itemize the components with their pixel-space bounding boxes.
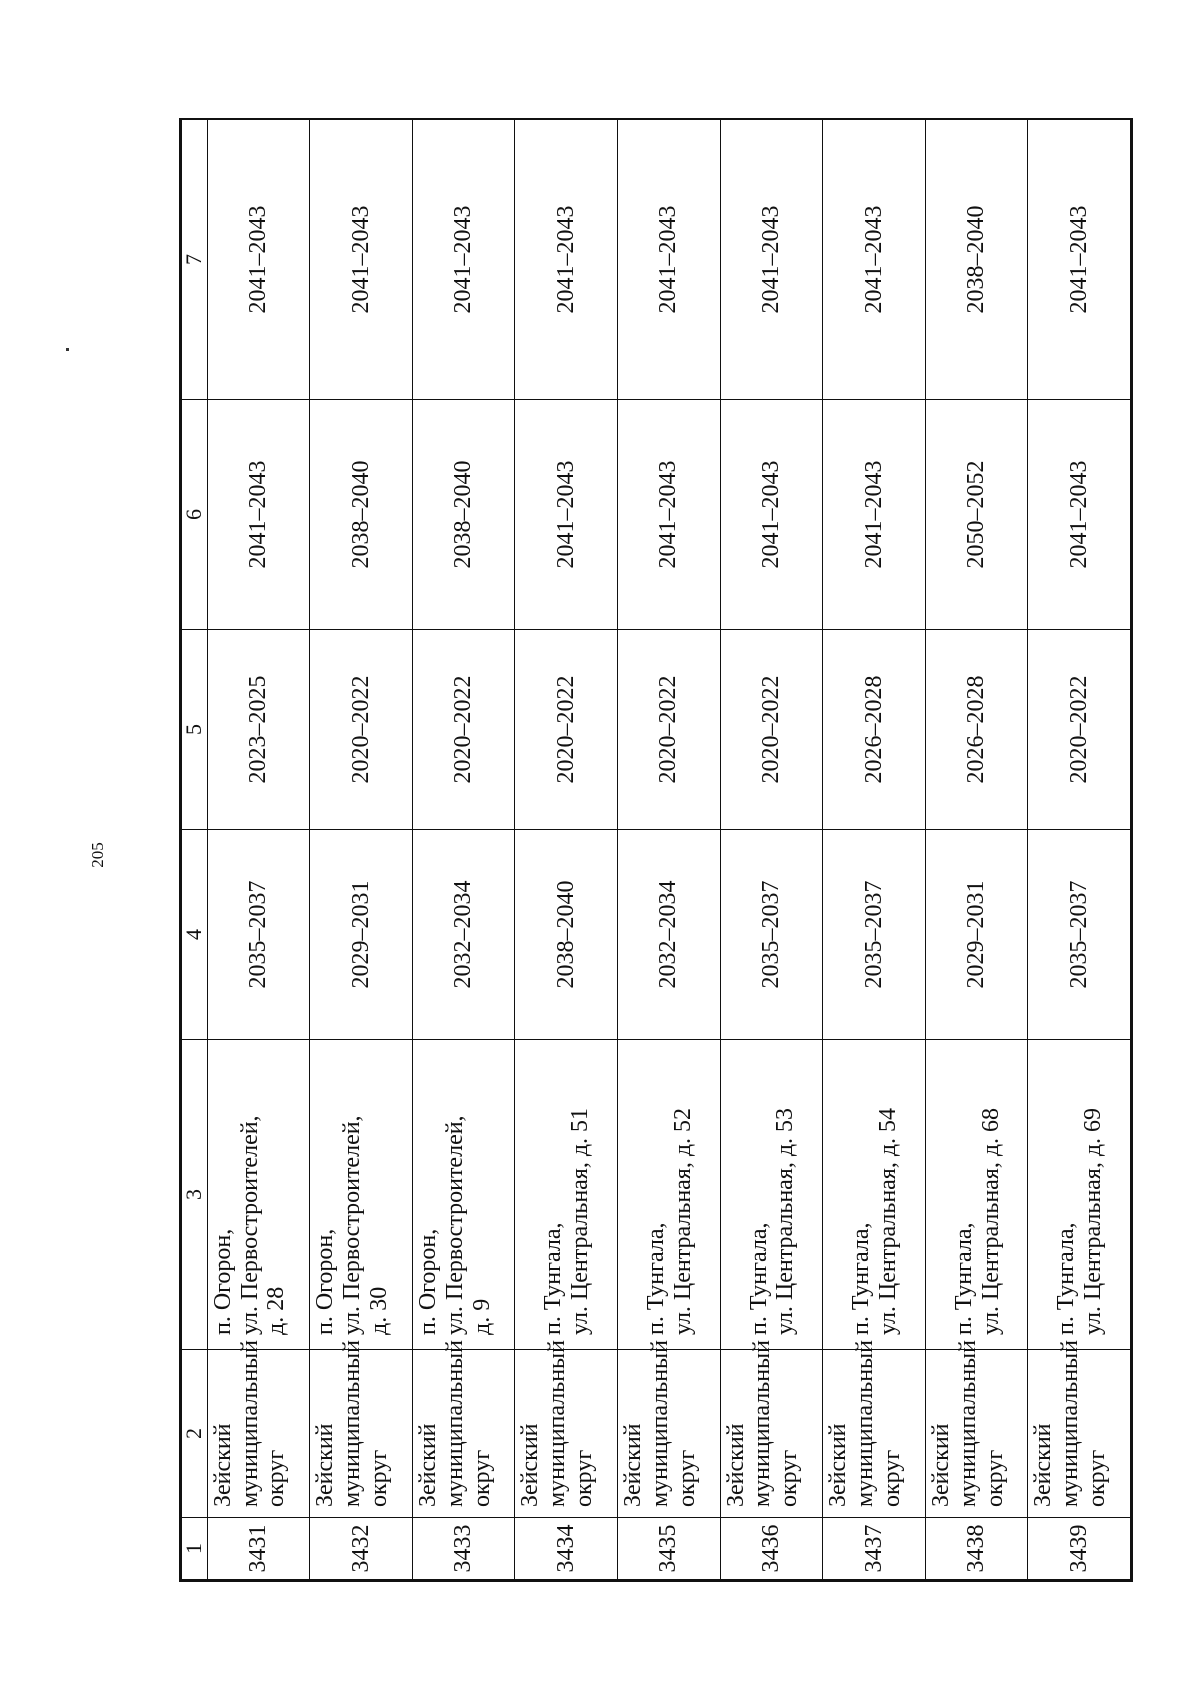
schedule-table — [181, 119, 1131, 1580]
address-line: д. 28 — [263, 1286, 290, 1335]
district-line: Зейский — [1030, 1423, 1057, 1507]
table-row — [618, 120, 721, 1580]
page-number: 205 — [88, 842, 107, 868]
district-cell — [207, 1339, 310, 1518]
district-line: муниципальный — [646, 1339, 673, 1507]
period-cell-col5: 2020–2022 — [310, 630, 413, 830]
period-cell-col6: 2041–2043 — [207, 400, 310, 630]
period-cell-col6: 2038–2040 — [412, 400, 515, 630]
district-line: округ — [981, 1449, 1008, 1507]
district-line: округ — [263, 1449, 290, 1507]
address-cell — [310, 1040, 413, 1350]
address-line: ул. Центральная, д. 68 — [977, 1107, 1004, 1335]
district-line: округ — [878, 1449, 905, 1507]
district-cell — [618, 1339, 721, 1518]
column-number: 2 — [182, 1350, 208, 1518]
period-cell-col4: 2032–2034 — [412, 830, 515, 1040]
district-cell — [823, 1339, 926, 1518]
period-cell-col6: 2041–2043 — [720, 400, 823, 630]
address-cell — [823, 1040, 926, 1350]
address-line: п. Огорон, — [414, 1228, 441, 1335]
address-line: ул. Центральная, д. 51 — [567, 1107, 594, 1335]
period-cell-col5: 2020–2022 — [1028, 630, 1131, 830]
address-cell — [515, 1040, 618, 1350]
row-number: 3436 — [720, 1518, 823, 1580]
address-line: ул. Первостроителей, — [441, 1115, 468, 1335]
table-row — [925, 120, 1028, 1580]
period-cell-col5: 2020–2022 — [412, 630, 515, 830]
column-number: 1 — [182, 1518, 208, 1580]
period-cell-col4: 2032–2034 — [618, 830, 721, 1040]
district-cell — [412, 1339, 515, 1518]
period-cell-col6: 2041–2043 — [515, 400, 618, 630]
schedule-table-frame — [179, 118, 1133, 1582]
district-line: Зейский — [414, 1423, 441, 1507]
row-number: 3434 — [515, 1518, 618, 1580]
table-row — [310, 120, 413, 1580]
district-cell — [515, 1339, 618, 1518]
table-row — [720, 120, 823, 1580]
address-line: ул. Центральная, д. 54 — [874, 1107, 901, 1335]
district-line: Зейский — [312, 1423, 339, 1507]
district-line: муниципальный — [236, 1339, 263, 1507]
table-row — [823, 120, 926, 1580]
district-cell — [720, 1339, 823, 1518]
address-line: п. Тунгала, — [642, 1222, 669, 1335]
district-cell — [1028, 1339, 1131, 1518]
district-line: муниципальный — [1057, 1339, 1084, 1507]
address-line: п. Огорон, — [209, 1228, 236, 1335]
period-cell-col6: 2041–2043 — [618, 400, 721, 630]
district-line: Зейский — [927, 1423, 954, 1507]
period-cell-col5: 2020–2022 — [720, 630, 823, 830]
district-line: округ — [365, 1449, 392, 1507]
district-line: муниципальный — [339, 1339, 366, 1507]
period-cell-col6: 2041–2043 — [823, 400, 926, 630]
address-line: п. Тунгала, — [540, 1222, 567, 1335]
address-cell — [618, 1040, 721, 1350]
district-cell — [925, 1339, 1028, 1518]
period-cell-col7: 2041–2043 — [720, 120, 823, 400]
period-cell-col7: 2041–2043 — [618, 120, 721, 400]
row-number: 3438 — [925, 1518, 1028, 1580]
district-line: округ — [776, 1449, 803, 1507]
district-line: муниципальный — [749, 1339, 776, 1507]
period-cell-col7: 2041–2043 — [823, 120, 926, 400]
period-cell-col7: 2041–2043 — [515, 120, 618, 400]
period-cell-col4: 2029–2031 — [925, 830, 1028, 1040]
period-cell-col5: 2020–2022 — [618, 630, 721, 830]
column-number: 5 — [182, 630, 208, 830]
address-line: п. Тунгала, — [950, 1222, 977, 1335]
district-line: муниципальный — [954, 1339, 981, 1507]
period-cell-col7: 2041–2043 — [310, 120, 413, 400]
row-number: 3435 — [618, 1518, 721, 1580]
rotated-table-container — [181, 120, 1131, 1580]
table-row — [1028, 120, 1131, 1580]
period-cell-col4: 2038–2040 — [515, 830, 618, 1040]
period-cell-col5: 2023–2025 — [207, 630, 310, 830]
period-cell-col4: 2035–2037 — [720, 830, 823, 1040]
address-cell — [207, 1040, 310, 1350]
address-cell — [1028, 1040, 1131, 1350]
period-cell-col4: 2035–2037 — [207, 830, 310, 1040]
period-cell-col4: 2035–2037 — [823, 830, 926, 1040]
column-number-row — [182, 120, 208, 1580]
period-cell-col6: 2041–2043 — [1028, 400, 1131, 630]
table-row — [207, 120, 310, 1580]
address-line: ул. Центральная, д. 53 — [772, 1107, 799, 1335]
address-cell — [925, 1040, 1028, 1350]
period-cell-col6: 2050–2052 — [925, 400, 1028, 630]
period-cell-col4: 2029–2031 — [310, 830, 413, 1040]
district-line: Зейский — [209, 1423, 236, 1507]
district-line: округ — [571, 1449, 598, 1507]
table-row — [412, 120, 515, 1580]
period-cell-col7: 2041–2043 — [207, 120, 310, 400]
period-cell-col7: 2038–2040 — [925, 120, 1028, 400]
column-number: 7 — [182, 120, 208, 400]
district-line: округ — [1084, 1449, 1111, 1507]
district-line: Зейский — [517, 1423, 544, 1507]
address-line: п. Тунгала, — [745, 1222, 772, 1335]
address-line: ул. Первостроителей, — [339, 1115, 366, 1335]
district-cell — [310, 1339, 413, 1518]
row-number: 3437 — [823, 1518, 926, 1580]
period-cell-col7: 2041–2043 — [1028, 120, 1131, 400]
column-number: 6 — [182, 400, 208, 630]
row-number: 3433 — [412, 1518, 515, 1580]
address-line: ул. Центральная, д. 69 — [1080, 1107, 1107, 1335]
district-line: муниципальный — [441, 1339, 468, 1507]
address-line: ул. Центральная, д. 52 — [669, 1107, 696, 1335]
period-cell-col4: 2035–2037 — [1028, 830, 1131, 1040]
period-cell-col5: 2026–2028 — [823, 630, 926, 830]
address-cell — [720, 1040, 823, 1350]
scan-speck — [66, 348, 69, 351]
row-number: 3431 — [207, 1518, 310, 1580]
district-line: Зейский — [825, 1423, 852, 1507]
table-row — [515, 120, 618, 1580]
address-line: п. Тунгала, — [1053, 1222, 1080, 1335]
period-cell-col7: 2041–2043 — [412, 120, 515, 400]
district-line: Зейский — [620, 1423, 646, 1507]
district-line: округ — [468, 1449, 495, 1507]
row-number: 3439 — [1028, 1518, 1131, 1580]
column-number: 4 — [182, 830, 208, 1040]
district-line: Зейский — [722, 1423, 749, 1507]
address-line: п. Тунгала, — [848, 1222, 875, 1335]
period-cell-col6: 2038–2040 — [310, 400, 413, 630]
district-line: муниципальный — [544, 1339, 571, 1507]
address-line: д. 9 — [468, 1298, 495, 1335]
row-number: 3432 — [310, 1518, 413, 1580]
period-cell-col5: 2020–2022 — [515, 630, 618, 830]
period-cell-col5: 2026–2028 — [925, 630, 1028, 830]
address-cell — [412, 1040, 515, 1350]
district-line: муниципальный — [852, 1339, 879, 1507]
district-line: округ — [673, 1449, 700, 1507]
address-line: п. Огорон, — [312, 1228, 339, 1335]
address-line: д. 30 — [365, 1286, 392, 1335]
address-line: ул. Первостроителей, — [236, 1115, 263, 1335]
column-number: 3 — [182, 1040, 208, 1350]
